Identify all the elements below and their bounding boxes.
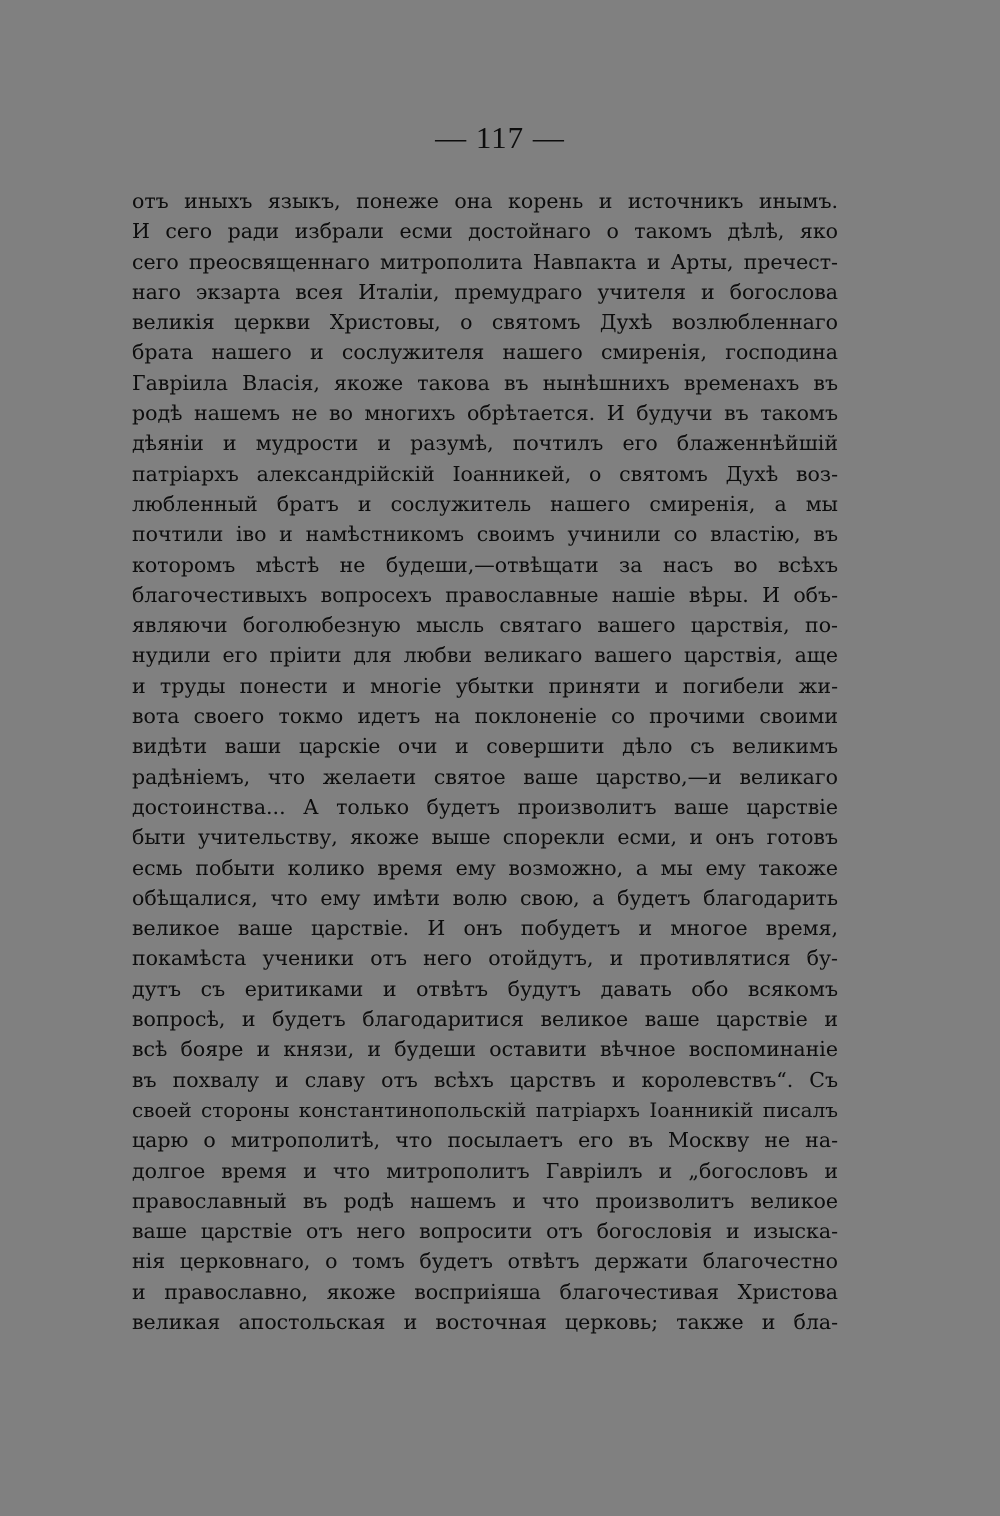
text-line: нудили его пріити для любви великаго вашего царствія, аще	[132, 643, 838, 668]
text-line: есмь побыти колико время ему возможно, а мы ему такоже	[132, 855, 838, 880]
text-line: патріархъ александрійскій Іоанникей, о святомъ Духѣ воз-	[132, 461, 838, 486]
text-line: въ похвалу и славу отъ всѣхъ царствъ и королевствъ“. Съ	[132, 1067, 838, 1092]
text-line: дутъ съ еритиками и отвѣтъ будутъ давать обо всякомъ	[132, 976, 838, 1001]
text-line: достоинства... А только будетъ произволитъ ваше царствіе	[132, 794, 838, 819]
text-line: своей стороны константинопольскій патріархъ Іоанникій писалъ	[132, 1097, 838, 1122]
text-line: покамѣста ученики отъ него отойдутъ, и противлятися бу-	[132, 946, 838, 971]
text-line: видѣти ваши царскіе очи и совершити дѣло съ великимъ	[132, 734, 838, 759]
text-line: сего преосвященнаго митрополита Навпакта и Арты, пречест-	[132, 249, 838, 274]
text-line: вопросѣ, и будетъ благодаритися великое ваше царствіе и	[132, 1007, 838, 1032]
body-text	[132, 186, 838, 1337]
text-line: всѣ бояре и князи, и будеши оставити вѣчное воспоминаніе	[132, 1037, 838, 1062]
text-line: вота своего токмо идетъ на поклоненіе со прочими своими	[132, 704, 838, 729]
text-line: И сего ради избрали есми достойнаго о такомъ дѣлѣ, яко	[132, 219, 838, 244]
text-line: которомъ мѣстѣ не будеши,—отвѣщати за насъ во всѣхъ	[132, 552, 838, 577]
text-line: великія церкви Христовы, о святомъ Духѣ возлюбленнаго	[132, 310, 838, 335]
text-line: являючи боголюбезную мысль святаго вашего царствія, по-	[132, 613, 838, 638]
text-line: и православно, якоже восприіяша благочестивая Христова	[132, 1279, 838, 1304]
text-line: царю о митрополитѣ, что посылаетъ его въ Москву не на-	[132, 1128, 838, 1153]
text-line: долгое время и что митрополитъ Гавріилъ и „богословъ и	[132, 1158, 838, 1183]
text-line: нія церковнаго, о томъ будетъ отвѣтъ держати благочестно	[132, 1249, 838, 1274]
page-number: — 117 —	[435, 120, 565, 155]
text-line: быти учительству, якоже выше спорекли есми, и онъ готовъ	[132, 825, 838, 850]
text-line: брата нашего и сослужителя нашего смиренія, господина	[132, 340, 838, 365]
text-line: великое ваше царствіе. И онъ побудетъ и многое время,	[132, 916, 838, 941]
text-line: отъ иныхъ языкъ, понеже она корень и источникъ инымъ.	[132, 189, 838, 213]
text-line: любленный братъ и сослужитель нашего смиренія, а мы	[132, 491, 838, 516]
text-line: православный въ родѣ нашемъ и что произволитъ великое	[132, 1188, 838, 1213]
text-line: почтили іво и намѣстникомъ своимъ учинили со властію, въ	[132, 522, 838, 547]
text-line: дѣяніи и мудрости и разумѣ, почтилъ его блаженнѣйшій	[132, 431, 838, 456]
text-line: и труды понести и многіе убытки приняти и погибели жи-	[132, 673, 838, 698]
text-line: Гавріила Власія, якоже такова въ нынѣшнихъ временахъ въ	[132, 370, 838, 395]
text-line: великая апостольская и восточная церковь; также и бла-	[132, 1309, 838, 1334]
text-line: обѣщалися, что ему имѣти волю свою, а будетъ благодарить	[132, 885, 838, 910]
text-line: родѣ нашемъ не во многихъ обрѣтается. И будучи въ такомъ	[132, 401, 838, 426]
text-line: ваше царствіе отъ него вопросити отъ богословія и изыска-	[132, 1219, 838, 1244]
text-line: благочестивыхъ вопросехъ православные нашіе вѣры. И объ-	[132, 582, 838, 607]
text-line: наго экзарта всея Италіи, премудраго учителя и богослова	[132, 279, 838, 304]
text-line: радѣніемъ, что желаети святое ваше царство,—и великаго	[132, 764, 838, 789]
